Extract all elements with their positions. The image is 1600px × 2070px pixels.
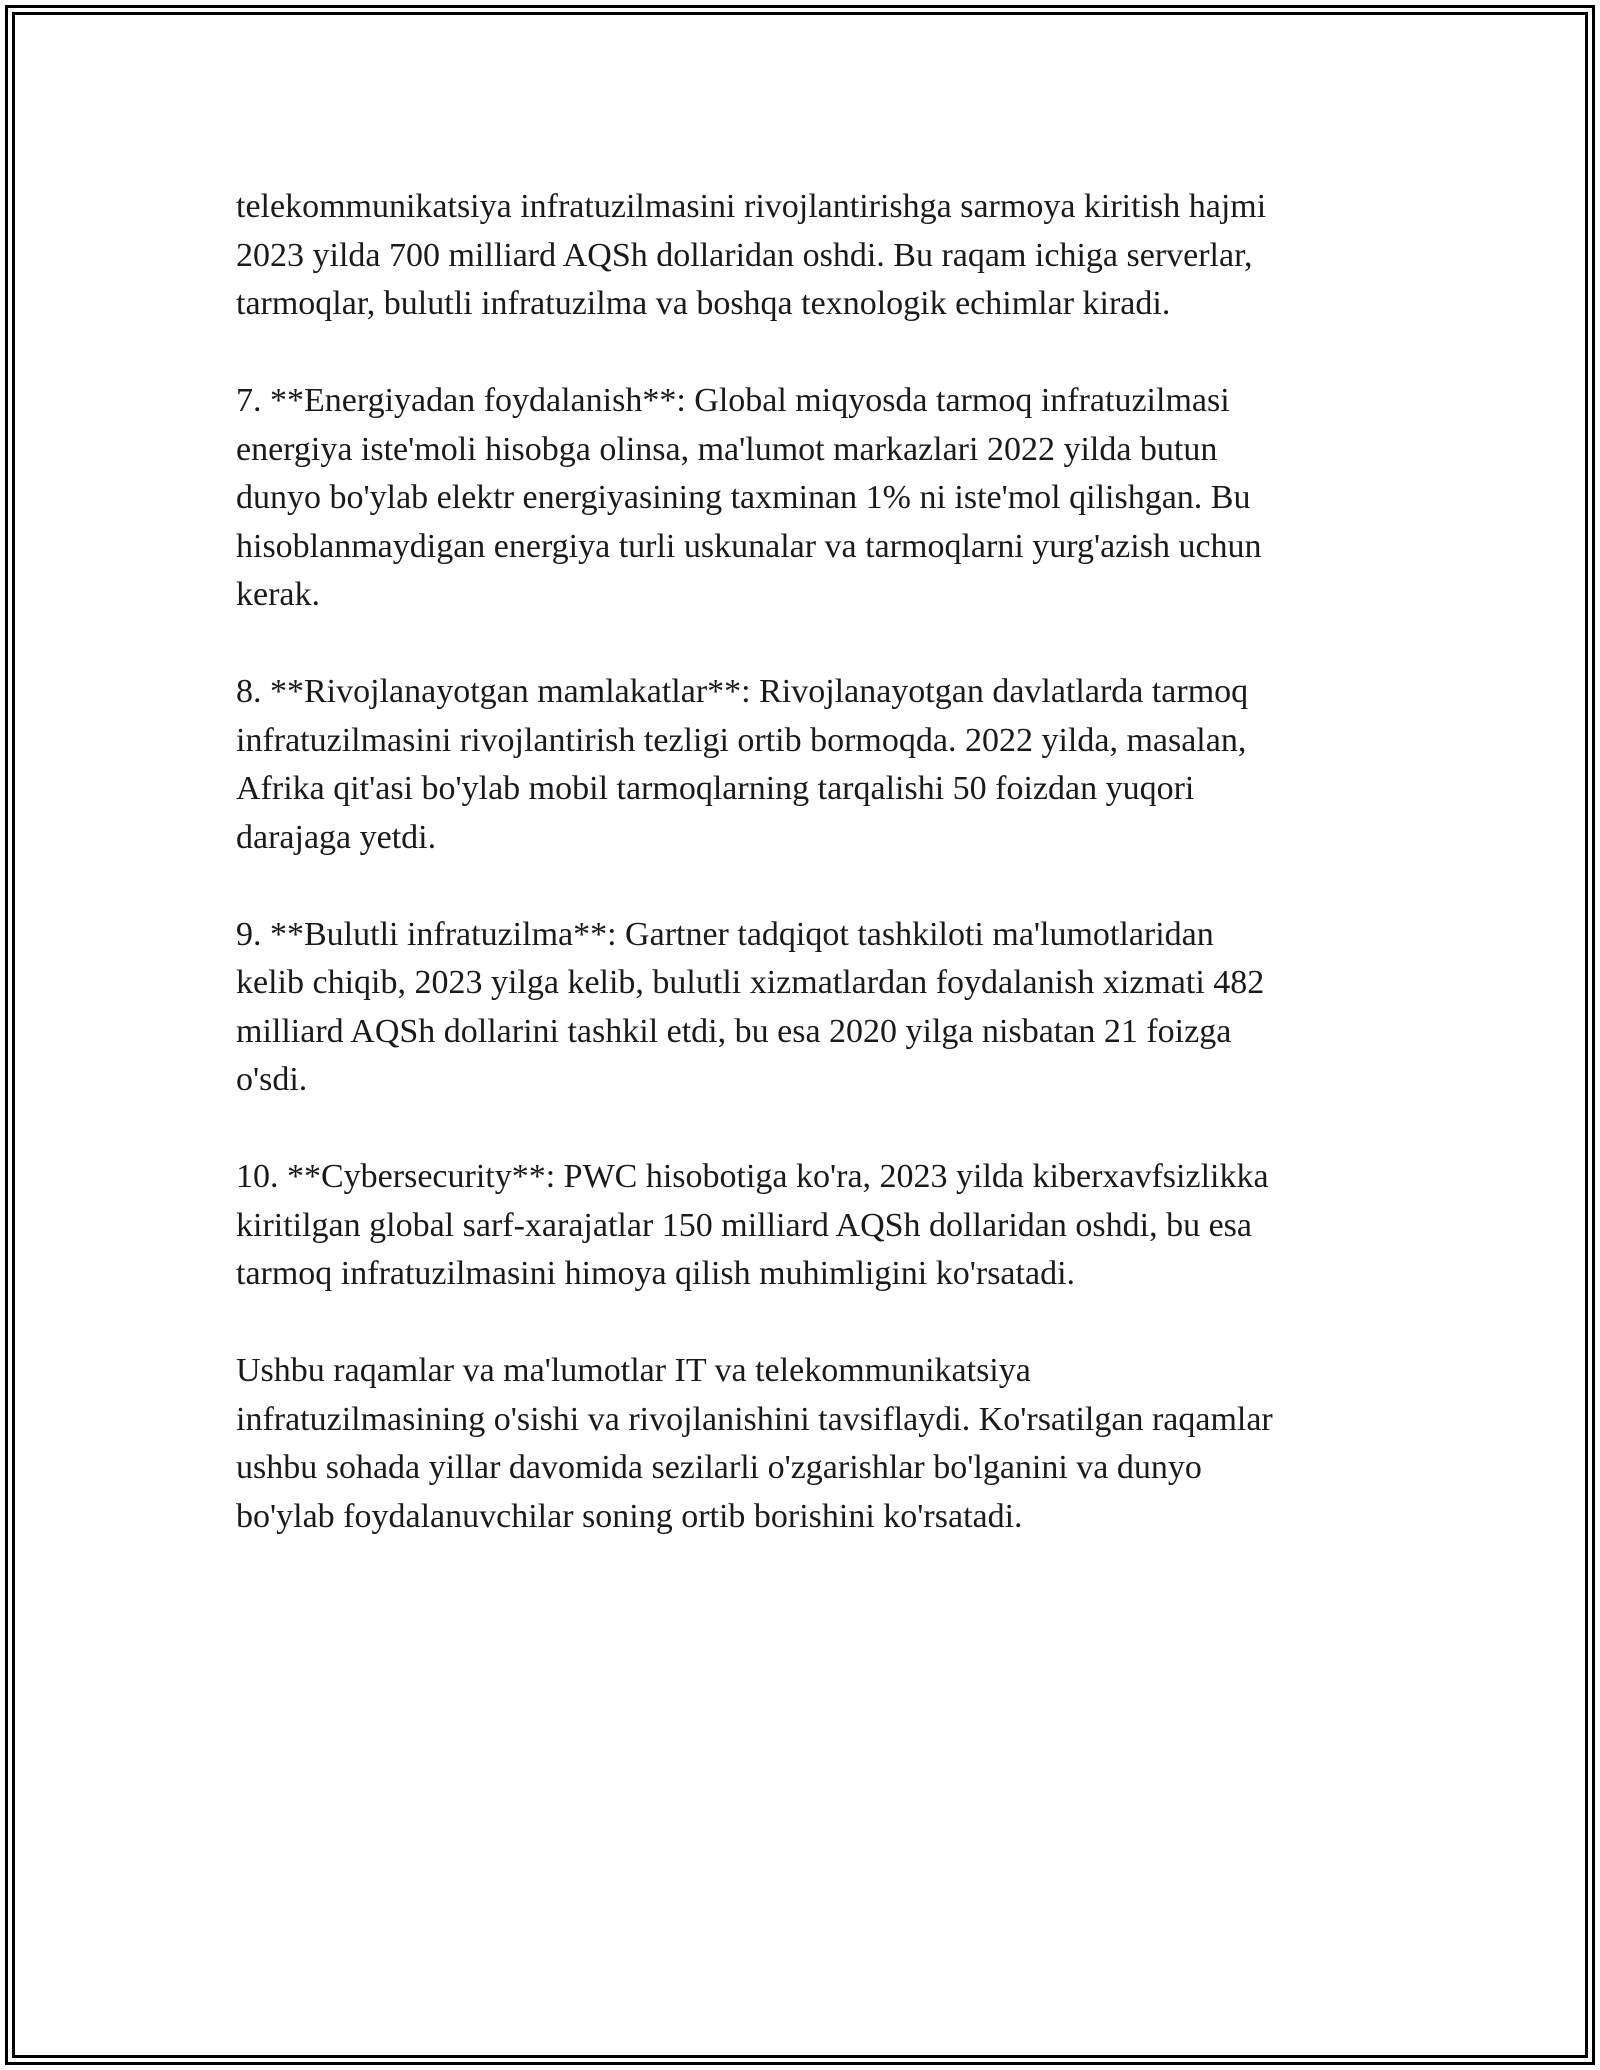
paragraph-cloud-infrastructure: 9. **Bulutli infratuzilma**: Gartner tadqiqot tashkiloti ma'lumotlaridan kelib chiqib, 2023 yilga kelib, bulutli xizmatlardan foydalanish xizmati 482 milliard AQSh dollarini tashkil etdi, bu esa 2020 yilga nisbatan 21 foizga o'sdi. <box>236 915 1265 1098</box>
paragraph-energy-usage: 7. **Energiyadan foydalanish**: Global miqyosda tarmoq infratuzilmasi energiya iste'moli hisobga olinsa, ma'lumot markazlari 2022 yilda butun dunyo bo'ylab elektr energiyasining taxminan 1% ni iste'mol qilishgan. Bu hisoblanmaydigan energiya turli uskunalar va tarmoqlarni yurg'azish uchun kerak. <box>236 382 1262 613</box>
document-body <box>236 183 1376 1590</box>
paragraph-infrastructure-investment: telekommunikatsiya infratuzilmasini rivojlantirishga sarmoya kiritish hajmi 2023 yilda 700 milliard AQSh dollaridan oshdi. Bu raqam ichiga serverlar, tarmoqlar, bulutli infratuzilma va boshqa texnologik echimlar kiradi. <box>236 188 1267 322</box>
paragraph-developing-countries: 8. **Rivojlanayotgan mamlakatlar**: Rivojlanayotgan davlatlarda tarmoq infratuzilmasini rivojlantirish tezligi ortib bormoqda. 2022 yilda, masalan, Afrika qit'asi bo'ylab mobil tarmoqlarning tarqalishi 50 foizdan yuqori darajaga yetdi. <box>236 673 1249 856</box>
paragraph-conclusion: Ushbu raqamlar va ma'lumotlar IT va telekommunikatsiya infratuzilmasining o'sishi va rivojlanishini tavsiflaydi. Ko'rsatilgan raqamlar ushbu sohada yillar davomida sezilarli o'zgarishlar bo'lganini va dunyo bo'ylab foydalanuvchilar soning ortib borishini ko'rsatadi. <box>236 1352 1273 1535</box>
paragraph-cybersecurity: 10. **Cybersecurity**: PWC hisobotiga ko'ra, 2023 yilda kiberxavfsizlikka kiritilgan global sarf-xarajatlar 150 milliard AQSh dollaridan oshdi, bu esa tarmoq infratuzilmasini himoya qilish muhimligini ko'rsatadi. <box>236 1158 1269 1292</box>
